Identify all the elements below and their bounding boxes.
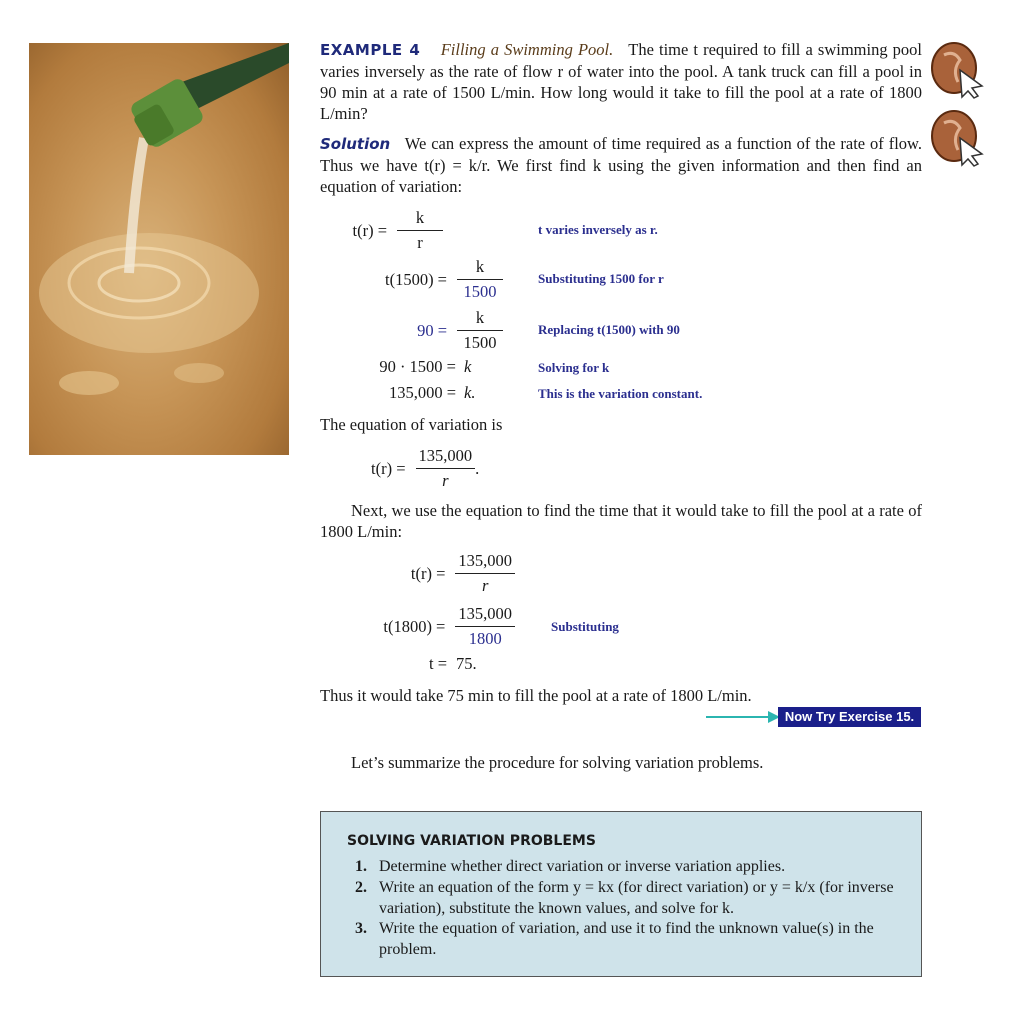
- annotation: Substituting: [551, 619, 619, 634]
- globe-cursor-icon[interactable]: [930, 40, 986, 100]
- equation-rhs: 75.: [456, 654, 477, 673]
- fraction: $\frac{k}{r}$: [397, 208, 443, 253]
- variation-intro: The equation of variation is: [320, 415, 503, 434]
- annotation: This is the variation constant.: [538, 386, 703, 401]
- fraction: $\frac{135,000}{1800}$: [455, 604, 515, 649]
- equation-row: t(1800) = $\frac{135,000}{1800}$: [383, 604, 515, 649]
- equation-rhs: k: [464, 357, 472, 376]
- summary-intro: Let’s summarize the procedure for solving variation problems.: [351, 753, 764, 772]
- solution-label: Solution: [320, 135, 391, 153]
- equation-lhs: 90 · 1500 =: [379, 357, 456, 376]
- example-paragraph: [320, 39, 922, 124]
- next-paragraph: Next, we use the equation to find the time that it would take to fill the pool at a rate of 1800 L/min:: [320, 501, 922, 541]
- box-item: 1. Determine whether direct variation or inverse variation applies.: [355, 858, 786, 875]
- variation-equation: t(r) = $\frac{135,000}{r}$ .: [371, 446, 480, 490]
- equation-lhs: 135,000 =: [388, 383, 456, 402]
- arrow-icon: [706, 710, 780, 724]
- equation-row: t(r) = $\frac{k}{r}$: [353, 208, 444, 253]
- conclusion: Thus it would take 75 min to fill the pool at a rate of 1800 L/min.: [320, 686, 752, 705]
- annotation: Substituting 1500 for r: [538, 271, 664, 286]
- equation-lhs: t =: [428, 654, 447, 673]
- hose-water-photo: [29, 43, 289, 455]
- example-title: Filling a Swimming Pool.: [440, 40, 614, 59]
- solution-paragraph: [320, 133, 922, 197]
- equation-row: 90 = $\frac{k}{1500}$: [417, 308, 503, 353]
- box-title: SOLVING VARIATION PROBLEMS: [347, 833, 596, 849]
- example-text: The time t required to fill a swimming pool varies inversely as the rate of flow r of water into the pool. A tank truck can fill a pool in 90 min at a rate of 1500 L/min. How long would it take to fill the pool at a rate of 1800 L/min?: [320, 40, 923, 123]
- box-item: 3. Write the equation of variation, and use it to find the unknown value(s) in the problem.: [355, 920, 874, 958]
- equation-row: t(r) = $\frac{135,000}{r}$: [411, 551, 515, 596]
- annotation: Solving for k: [538, 360, 610, 375]
- example-label: EXAMPLE 4: [320, 41, 421, 59]
- fraction: $\frac{k}{1500}$: [457, 257, 503, 302]
- solution-text: We can express the amount of time required as a function of the rate of flow. Thus we have t(r) = k/r. We first find k using the given information and then find an equation of variation:: [320, 134, 922, 196]
- solving-variation-box: [320, 811, 922, 977]
- fraction: $\frac{135,000}{r}$: [416, 446, 476, 491]
- globe-cursor-icon[interactable]: [930, 108, 986, 168]
- equation-row: t(1500) = $\frac{k}{1500}$: [385, 257, 503, 302]
- annotation: Replacing t(1500) with 90: [538, 322, 680, 337]
- fraction: $\frac{k}{1500}$: [457, 308, 503, 353]
- equation-rhs: k.: [464, 383, 476, 402]
- fraction: $\frac{135,000}{r}$: [455, 551, 515, 596]
- hose-illustration: [29, 43, 289, 455]
- box-item: 2. Write an equation of the form y = kx (for direct variation) or y = k/x (for inverse variation), substitute the known values, and solve for k.: [355, 879, 894, 917]
- annotation: t varies inversely as r.: [538, 222, 658, 237]
- now-try-exercise-button[interactable]: Now Try Exercise 15.: [778, 707, 921, 727]
